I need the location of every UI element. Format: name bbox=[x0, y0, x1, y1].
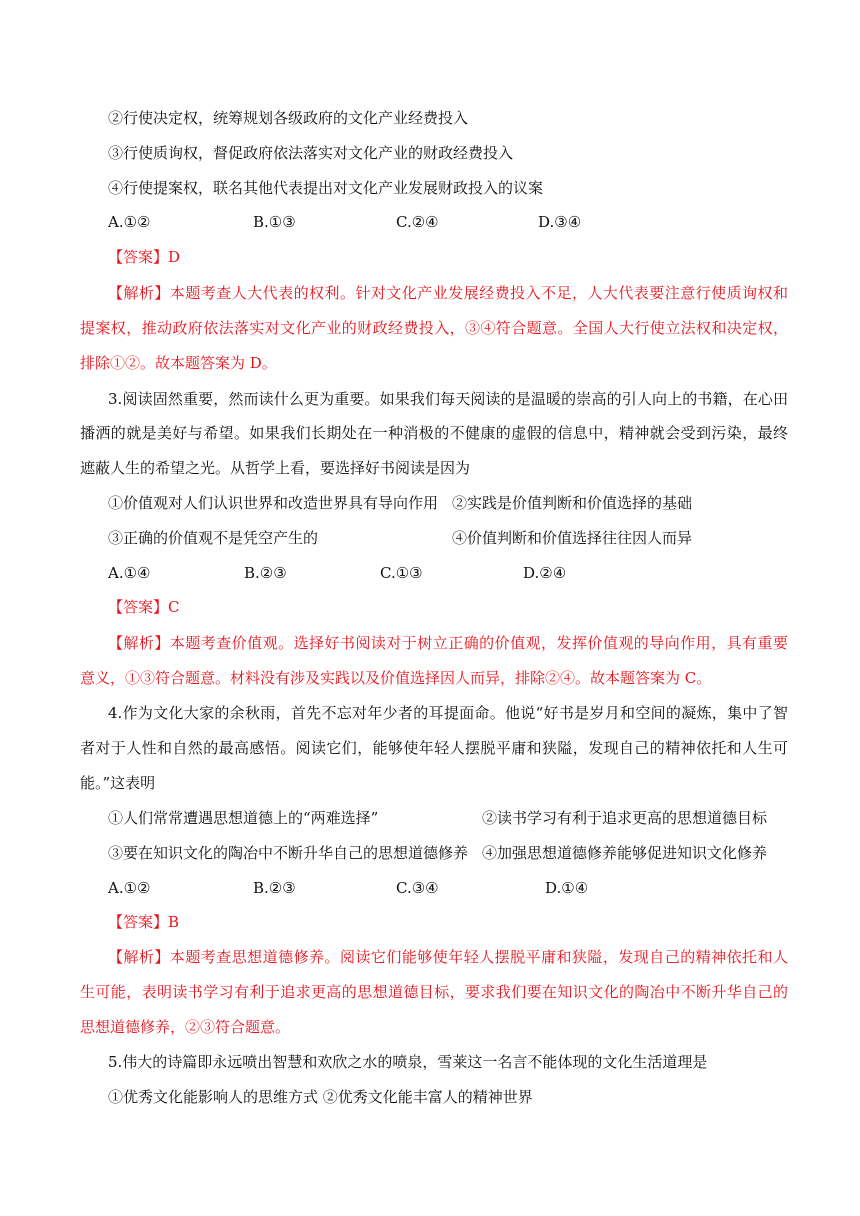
q3-option-d: D.②④ bbox=[523, 564, 567, 582]
q4-option-d: D.①④ bbox=[545, 879, 589, 897]
q3-analysis-line-2: 意义，①③符合题意。材料没有涉及实践以及价值选择因人而异，排除②④。故本题答案为 C。 bbox=[80, 669, 712, 687]
q4-option-c: C.③④ bbox=[396, 879, 439, 897]
q2-option-b: B.①③ bbox=[253, 213, 296, 231]
q3-option-a: A.①④ bbox=[108, 564, 151, 582]
q4-option-b: B.②③ bbox=[253, 879, 296, 897]
q2-analysis-line-2: 提案权，推动政府依法落实对文化产业的财政经费投入，③④符合题意。全国人大行使立法权和决定权， bbox=[80, 319, 788, 337]
q3-option-c: C.①③ bbox=[380, 564, 423, 582]
q4-stem-line-2: 者对于人性和自然的最高感悟。阅读它们，能够使年轻人摆脱平庸和狭隘，发现自己的精神依托和人生可 bbox=[80, 739, 788, 757]
q2-item-2: ②行使决定权，统筹规划各级政府的文化产业经费投入 bbox=[108, 109, 469, 127]
q3-stem-line-2: 播洒的就是美好与希望。如果我们长期处在一种消极的不健康的虚假的信息中，精神就会受到污染，最终 bbox=[80, 424, 788, 442]
q3-option-b: B.②③ bbox=[244, 564, 287, 582]
q3-analysis-line-1: 【解析】本题考查价值观。选择好书阅读对于树立正确的价值观，发挥价值观的导向作用，具有重要 bbox=[108, 634, 788, 652]
q4-answer: 【答案】B bbox=[108, 913, 180, 931]
q4-item-2: ②读书学习有利于追求更高的思想道德目标 bbox=[482, 809, 768, 827]
q3-stem-line-1: 3.阅读固然重要，然而读什么更为重要。如果我们每天阅读的是温暖的崇高的引人向上的书籍，在心田 bbox=[108, 390, 788, 408]
q4-option-a: A.①② bbox=[108, 879, 151, 897]
q2-option-c: C.②④ bbox=[396, 213, 439, 231]
q4-analysis-line-3: 思想道德修养，②③符合题意。 bbox=[80, 1018, 291, 1036]
q4-item-4: ④加强思想道德修养能够促进知识文化修养 bbox=[482, 844, 768, 862]
q2-item-3: ③行使质询权，督促政府依法落实对文化产业的财政经费投入 bbox=[108, 144, 514, 162]
q4-item-1: ①人们常常遭遇思想道德上的“两难选择” bbox=[108, 809, 379, 827]
q4-stem-line-1: 4.作为文化大家的余秋雨，首先不忘对年少者的耳提面命。他说“好书是岁月和空间的凝炼，集中了智 bbox=[108, 704, 788, 722]
q2-item-4: ④行使提案权，联名其他代表提出对文化产业发展财政投入的议案 bbox=[108, 179, 544, 197]
q3-stem-line-3: 遮蔽人生的希望之光。从哲学上看，要选择好书阅读是因为 bbox=[80, 459, 471, 477]
q2-option-d: D.③④ bbox=[538, 213, 582, 231]
q4-stem-line-3: 能。”这表明 bbox=[80, 774, 156, 792]
q2-answer: 【答案】D bbox=[108, 248, 181, 266]
q4-analysis-line-1: 【解析】本题考查思想道德修养。阅读它们能够使年轻人摆脱平庸和狭隘，发现自己的精神依托和人 bbox=[108, 948, 788, 966]
q5-stem: 5.伟大的诗篇即永远喷出智慧和欢欣之水的喷泉，雪莱这一名言不能体现的文化生活道理是 bbox=[108, 1053, 708, 1071]
q5-items: ①优秀文化能影响人的思维方式 ②优秀文化能丰富人的精神世界 bbox=[108, 1088, 533, 1106]
q2-analysis-line-3: 排除①②。故本题答案为 D。 bbox=[80, 354, 277, 372]
q3-item-3: ③正确的价值观不是凭空产生的 bbox=[108, 529, 319, 547]
q2-option-a: A.①② bbox=[108, 213, 151, 231]
q2-analysis-line-1: 【解析】本题考查人大代表的权利。针对文化产业发展经费投入不足，人大代表要注意行使质询权和 bbox=[108, 284, 788, 302]
q3-item-1: ①价值观对人们认识世界和改造世界具有导向作用 bbox=[108, 494, 439, 512]
q4-analysis-line-2: 生可能，表明读书学习有利于追求更高的思想道德目标，要求我们要在知识文化的陶冶中不断升华自己的 bbox=[80, 983, 788, 1001]
q3-item-2: ②实践是价值判断和价值选择的基础 bbox=[452, 494, 693, 512]
q3-answer: 【答案】C bbox=[108, 598, 180, 616]
q3-item-4: ④价值判断和价值选择往往因人而异 bbox=[452, 529, 693, 547]
q4-item-3: ③要在知识文化的陶冶中不断升华自己的思想道德修养 bbox=[108, 844, 469, 862]
